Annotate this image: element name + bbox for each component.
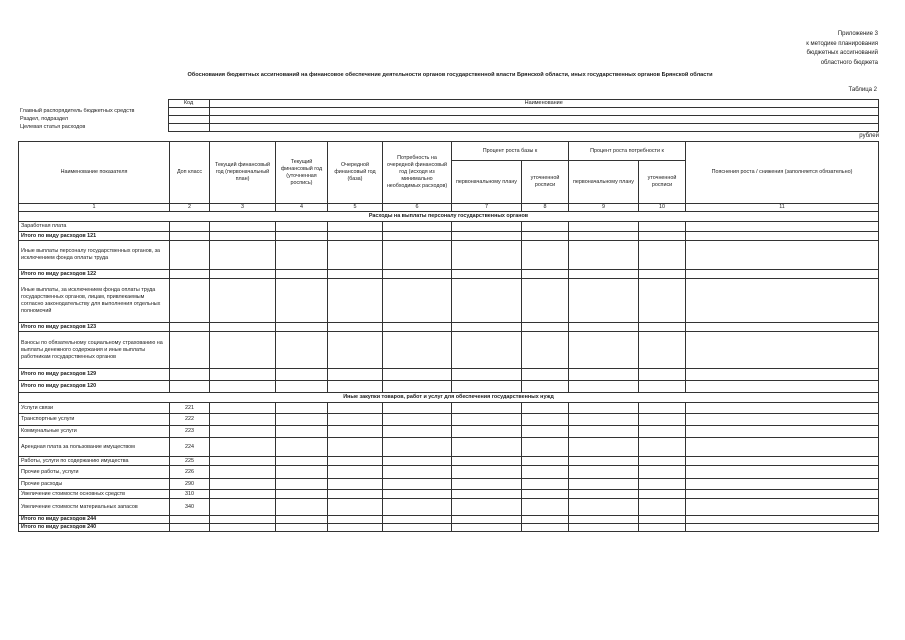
value-cell[interactable] bbox=[276, 369, 328, 381]
name-cell[interactable] bbox=[209, 108, 879, 116]
value-cell[interactable] bbox=[522, 524, 569, 532]
row-label: Заработная плата bbox=[19, 222, 170, 232]
total-row bbox=[19, 369, 879, 381]
value-cell[interactable] bbox=[383, 279, 452, 323]
value-cell[interactable] bbox=[452, 524, 522, 532]
value-cell[interactable] bbox=[452, 381, 522, 393]
budget-table bbox=[18, 141, 879, 532]
value-cell[interactable] bbox=[383, 323, 452, 332]
value-cell[interactable] bbox=[210, 241, 276, 270]
value-cell[interactable] bbox=[276, 332, 328, 369]
value-cell[interactable] bbox=[569, 279, 639, 323]
value-cell[interactable] bbox=[452, 426, 522, 438]
value-cell[interactable] bbox=[522, 232, 569, 241]
value-cell[interactable] bbox=[522, 479, 569, 490]
value-cell[interactable] bbox=[210, 279, 276, 323]
total-row bbox=[19, 381, 879, 393]
col-header-next-year: Очередной финансовый год (база) bbox=[328, 142, 383, 204]
value-cell[interactable] bbox=[639, 490, 686, 499]
table-row bbox=[19, 279, 879, 323]
column-number: 2 bbox=[170, 204, 210, 212]
class-code-cell: 222 bbox=[170, 414, 210, 426]
value-cell[interactable] bbox=[639, 426, 686, 438]
value-cell[interactable] bbox=[569, 332, 639, 369]
class-code-cell bbox=[170, 516, 210, 524]
appendix-line: бюджетных ассигнований bbox=[806, 50, 878, 56]
value-cell[interactable] bbox=[686, 516, 879, 524]
table-number: Таблица 2 bbox=[848, 87, 877, 93]
value-cell[interactable] bbox=[328, 222, 383, 232]
value-cell[interactable] bbox=[328, 369, 383, 381]
row-label: Арендная плата за пользование имуществом bbox=[19, 438, 170, 457]
value-cell[interactable] bbox=[276, 323, 328, 332]
table-row bbox=[19, 414, 879, 426]
value-cell[interactable] bbox=[522, 332, 569, 369]
column-number: 8 bbox=[522, 204, 569, 212]
value-cell[interactable] bbox=[383, 270, 452, 279]
value-cell[interactable] bbox=[328, 279, 383, 323]
table-row bbox=[19, 499, 879, 516]
value-cell[interactable] bbox=[639, 270, 686, 279]
value-cell[interactable] bbox=[383, 369, 452, 381]
column-number: 9 bbox=[569, 204, 639, 212]
code-cell[interactable] bbox=[168, 108, 209, 116]
value-cell[interactable] bbox=[686, 499, 879, 516]
class-code-cell: 340 bbox=[170, 499, 210, 516]
column-numbers-row bbox=[19, 204, 879, 212]
value-cell[interactable] bbox=[328, 403, 383, 414]
total-row bbox=[19, 524, 879, 532]
col-header-current-initial: Текущий финансовый год (первоначальный план) bbox=[210, 142, 276, 204]
value-cell[interactable] bbox=[328, 414, 383, 426]
total-row bbox=[19, 323, 879, 332]
value-cell[interactable] bbox=[276, 516, 328, 524]
value-cell[interactable] bbox=[569, 438, 639, 457]
total-row bbox=[19, 270, 879, 279]
value-cell[interactable] bbox=[686, 232, 879, 241]
value-cell[interactable] bbox=[639, 438, 686, 457]
appendix-line: областного бюджета bbox=[820, 59, 878, 66]
value-cell[interactable] bbox=[210, 403, 276, 414]
value-cell[interactable] bbox=[383, 438, 452, 457]
value-cell[interactable] bbox=[452, 466, 522, 479]
value-cell[interactable] bbox=[522, 323, 569, 332]
appendix-line: к методике планирования bbox=[806, 40, 878, 47]
value-cell[interactable] bbox=[210, 466, 276, 479]
row-label: Итого по виду расходов 120 bbox=[19, 381, 170, 393]
appendix-block bbox=[806, 30, 878, 68]
row-label: Увеличение стоимости основных средств bbox=[19, 490, 170, 499]
value-cell[interactable] bbox=[452, 414, 522, 426]
value-cell[interactable] bbox=[639, 222, 686, 232]
value-cell[interactable] bbox=[522, 516, 569, 524]
value-cell[interactable] bbox=[276, 438, 328, 457]
value-cell[interactable] bbox=[452, 457, 522, 466]
class-code-cell: 221 bbox=[170, 403, 210, 414]
row-label-section: Раздел, подраздел bbox=[20, 116, 69, 122]
value-cell[interactable] bbox=[452, 403, 522, 414]
value-cell[interactable] bbox=[210, 499, 276, 516]
document-title: Обоснования бюджетных ассигнований на финансовое обеспечение деятельности органов государственной власти Брянской области, иных государственных органов Брянской области bbox=[187, 72, 713, 78]
col-header-current-revised: Текущий финансовый год (уточненная роспись) bbox=[276, 142, 328, 204]
value-cell[interactable] bbox=[639, 381, 686, 393]
value-cell[interactable] bbox=[276, 279, 328, 323]
value-cell[interactable] bbox=[328, 323, 383, 332]
value-cell[interactable] bbox=[522, 414, 569, 426]
value-cell[interactable] bbox=[569, 232, 639, 241]
class-code-cell: 310 bbox=[170, 490, 210, 499]
value-cell[interactable] bbox=[686, 524, 879, 532]
row-label: Итого по виду расходов 129 bbox=[19, 369, 170, 381]
name-header: Наименование bbox=[209, 100, 879, 108]
value-cell[interactable] bbox=[328, 232, 383, 241]
value-cell[interactable] bbox=[328, 438, 383, 457]
value-cell[interactable] bbox=[522, 438, 569, 457]
row-label: Итого по виду расходов 122 bbox=[19, 270, 170, 279]
name-cell[interactable] bbox=[209, 116, 879, 124]
value-cell[interactable] bbox=[452, 438, 522, 457]
value-cell[interactable] bbox=[452, 369, 522, 381]
value-cell[interactable] bbox=[639, 323, 686, 332]
value-cell[interactable] bbox=[569, 369, 639, 381]
section-header-row bbox=[19, 212, 879, 222]
col-header-to-revised: уточненной росписи bbox=[639, 161, 686, 204]
table-row bbox=[19, 457, 879, 466]
value-cell[interactable] bbox=[569, 466, 639, 479]
value-cell[interactable] bbox=[639, 516, 686, 524]
table-row bbox=[19, 426, 879, 438]
value-cell[interactable] bbox=[569, 270, 639, 279]
col-header-class: Доп класс bbox=[170, 142, 210, 204]
value-cell[interactable] bbox=[569, 403, 639, 414]
value-cell[interactable] bbox=[383, 403, 452, 414]
name-cell[interactable] bbox=[209, 124, 879, 132]
value-cell[interactable] bbox=[276, 426, 328, 438]
class-code-cell bbox=[170, 232, 210, 241]
table-row bbox=[19, 403, 879, 414]
value-cell[interactable] bbox=[210, 222, 276, 232]
table-row bbox=[19, 332, 879, 369]
value-cell[interactable] bbox=[639, 414, 686, 426]
class-code-cell bbox=[170, 270, 210, 279]
value-cell[interactable] bbox=[328, 466, 383, 479]
section-header-row bbox=[19, 393, 879, 403]
value-cell[interactable] bbox=[569, 457, 639, 466]
value-cell[interactable] bbox=[328, 241, 383, 270]
table-row bbox=[19, 490, 879, 499]
row-label: Иные выплаты, за исключением фонда оплаты труда государственных органов, лицам, привлекаемым согласно законодательству для выполнения отдельных полномочий bbox=[19, 279, 170, 323]
value-cell[interactable] bbox=[569, 479, 639, 490]
value-cell[interactable] bbox=[639, 332, 686, 369]
value-cell[interactable] bbox=[569, 414, 639, 426]
value-cell[interactable] bbox=[569, 499, 639, 516]
value-cell[interactable] bbox=[276, 490, 328, 499]
value-cell[interactable] bbox=[522, 270, 569, 279]
col-header-to-revised: уточненной росписи bbox=[522, 161, 569, 204]
value-cell[interactable] bbox=[686, 279, 879, 323]
row-label: Итого по виду расходов 244 bbox=[19, 516, 170, 524]
total-row bbox=[19, 516, 879, 524]
value-cell[interactable] bbox=[686, 438, 879, 457]
value-cell[interactable] bbox=[276, 381, 328, 393]
class-code-cell bbox=[170, 241, 210, 270]
value-cell[interactable] bbox=[328, 270, 383, 279]
value-cell[interactable] bbox=[522, 241, 569, 270]
value-cell[interactable] bbox=[210, 270, 276, 279]
row-label: Услуги связи bbox=[19, 403, 170, 414]
row-label: Увеличение стоимости материальных запасов bbox=[19, 499, 170, 516]
value-cell[interactable] bbox=[452, 241, 522, 270]
row-label: Итого по виду расходов 121 bbox=[19, 232, 170, 241]
column-number: 7 bbox=[452, 204, 522, 212]
value-cell[interactable] bbox=[452, 279, 522, 323]
class-code-cell: 224 bbox=[170, 438, 210, 457]
row-label: Работы, услуги по содержанию имущества bbox=[19, 457, 170, 466]
value-cell[interactable] bbox=[686, 466, 879, 479]
value-cell[interactable] bbox=[522, 499, 569, 516]
value-cell[interactable] bbox=[276, 241, 328, 270]
value-cell[interactable] bbox=[639, 403, 686, 414]
appendix-line: Приложение 3 bbox=[837, 31, 878, 37]
value-cell[interactable] bbox=[522, 426, 569, 438]
value-cell[interactable] bbox=[522, 369, 569, 381]
value-cell[interactable] bbox=[452, 479, 522, 490]
value-cell[interactable] bbox=[522, 466, 569, 479]
value-cell[interactable] bbox=[452, 222, 522, 232]
value-cell[interactable] bbox=[569, 426, 639, 438]
value-cell[interactable] bbox=[452, 332, 522, 369]
value-cell[interactable] bbox=[276, 466, 328, 479]
value-cell[interactable] bbox=[522, 279, 569, 323]
value-cell[interactable] bbox=[639, 479, 686, 490]
value-cell[interactable] bbox=[383, 524, 452, 532]
table-row bbox=[19, 466, 879, 479]
column-number: 11 bbox=[686, 204, 879, 212]
value-cell[interactable] bbox=[452, 270, 522, 279]
row-label: Коммунальные услуги bbox=[19, 426, 170, 438]
value-cell[interactable] bbox=[383, 426, 452, 438]
value-cell[interactable] bbox=[328, 516, 383, 524]
row-label: Итого по виду расходов 123 bbox=[19, 323, 170, 332]
column-number: 4 bbox=[276, 204, 328, 212]
class-code-cell bbox=[170, 524, 210, 532]
value-cell[interactable] bbox=[276, 270, 328, 279]
value-cell[interactable] bbox=[383, 414, 452, 426]
value-cell[interactable] bbox=[686, 479, 879, 490]
row-label: Прочие работы, услуги bbox=[19, 466, 170, 479]
class-code-cell: 223 bbox=[170, 426, 210, 438]
code-cell[interactable] bbox=[168, 116, 209, 124]
value-cell[interactable] bbox=[328, 381, 383, 393]
row-label: Итого по виду расходов 240 bbox=[19, 524, 170, 532]
value-cell[interactable] bbox=[276, 524, 328, 532]
value-cell[interactable] bbox=[452, 516, 522, 524]
value-cell[interactable] bbox=[276, 457, 328, 466]
value-cell[interactable] bbox=[383, 466, 452, 479]
value-cell[interactable] bbox=[452, 232, 522, 241]
value-cell[interactable] bbox=[276, 403, 328, 414]
col-header-need: Потребность на очередной финансовый год (исходя из минимально необходимых расходов) bbox=[383, 142, 452, 204]
value-cell[interactable] bbox=[686, 241, 879, 270]
value-cell[interactable] bbox=[328, 499, 383, 516]
column-number: 10 bbox=[639, 204, 686, 212]
value-cell[interactable] bbox=[210, 490, 276, 499]
value-cell[interactable] bbox=[328, 426, 383, 438]
section-title: Расходы на выплаты персоналу государственных органов bbox=[19, 212, 879, 222]
value-cell[interactable] bbox=[383, 499, 452, 516]
table-row bbox=[19, 241, 879, 270]
table-body bbox=[19, 212, 879, 532]
currency-unit: рублей bbox=[859, 133, 879, 139]
value-cell[interactable] bbox=[639, 232, 686, 241]
column-number: 1 bbox=[19, 204, 170, 212]
class-code-cell bbox=[170, 279, 210, 323]
row-label-target: Целевая статья расходов bbox=[20, 124, 86, 130]
value-cell[interactable] bbox=[452, 323, 522, 332]
value-cell[interactable] bbox=[328, 457, 383, 466]
value-cell[interactable] bbox=[522, 222, 569, 232]
value-cell[interactable] bbox=[452, 499, 522, 516]
value-cell[interactable] bbox=[686, 381, 879, 393]
value-cell[interactable] bbox=[383, 381, 452, 393]
value-cell[interactable] bbox=[569, 524, 639, 532]
value-cell[interactable] bbox=[569, 323, 639, 332]
value-cell[interactable] bbox=[522, 490, 569, 499]
table-row bbox=[19, 438, 879, 457]
code-cell[interactable] bbox=[168, 124, 209, 132]
value-cell[interactable] bbox=[686, 426, 879, 438]
value-cell[interactable] bbox=[210, 332, 276, 369]
section-title: Иные закупки товаров, работ и услуг для обеспечения государственных нужд bbox=[19, 393, 879, 403]
value-cell[interactable] bbox=[383, 222, 452, 232]
value-cell[interactable] bbox=[686, 369, 879, 381]
value-cell[interactable] bbox=[639, 369, 686, 381]
value-cell[interactable] bbox=[383, 232, 452, 241]
value-cell[interactable] bbox=[686, 414, 879, 426]
class-code-cell: 290 bbox=[170, 479, 210, 490]
column-number: 5 bbox=[328, 204, 383, 212]
col-header-indicator: Наименование показателя bbox=[19, 142, 170, 204]
value-cell[interactable] bbox=[210, 381, 276, 393]
value-cell[interactable] bbox=[686, 457, 879, 466]
value-cell[interactable] bbox=[383, 332, 452, 369]
row-label: Взносы по обязательному социальному страхованию на выплаты денежного содержания и иные выплаты работникам государственных органов bbox=[19, 332, 170, 369]
class-code-cell: 226 bbox=[170, 466, 210, 479]
value-cell[interactable] bbox=[686, 332, 879, 369]
table-row bbox=[19, 479, 879, 490]
col-header-explanation: Пояснения роста / снижения (заполняется обязательно) bbox=[686, 142, 879, 204]
value-cell[interactable] bbox=[210, 479, 276, 490]
value-cell[interactable] bbox=[686, 222, 879, 232]
row-label: Прочие расходы bbox=[19, 479, 170, 490]
row-label: Транспортные услуги bbox=[19, 414, 170, 426]
class-code-cell bbox=[170, 369, 210, 381]
value-cell[interactable] bbox=[210, 232, 276, 241]
value-cell[interactable] bbox=[210, 414, 276, 426]
class-code-cell: 225 bbox=[170, 457, 210, 466]
value-cell[interactable] bbox=[639, 457, 686, 466]
row-label-manager: Главный распорядитель бюджетных средств bbox=[20, 108, 135, 114]
col-header-growth-base: Процент роста базы к bbox=[452, 142, 569, 161]
value-cell[interactable] bbox=[522, 381, 569, 393]
total-row bbox=[19, 232, 879, 241]
value-cell[interactable] bbox=[639, 524, 686, 532]
table-row bbox=[19, 222, 879, 232]
value-cell[interactable] bbox=[569, 516, 639, 524]
value-cell[interactable] bbox=[452, 490, 522, 499]
value-cell[interactable] bbox=[276, 232, 328, 241]
code-table bbox=[18, 99, 879, 132]
value-cell[interactable] bbox=[328, 332, 383, 369]
value-cell[interactable] bbox=[569, 381, 639, 393]
value-cell[interactable] bbox=[639, 241, 686, 270]
value-cell[interactable] bbox=[639, 279, 686, 323]
value-cell[interactable] bbox=[569, 241, 639, 270]
row-label: Иные выплаты персоналу государственных органов, за исключением фонда оплаты труда bbox=[19, 241, 170, 270]
value-cell[interactable] bbox=[383, 479, 452, 490]
value-cell[interactable] bbox=[210, 323, 276, 332]
value-cell[interactable] bbox=[210, 438, 276, 457]
value-cell[interactable] bbox=[383, 490, 452, 499]
value-cell[interactable] bbox=[210, 426, 276, 438]
class-code-cell bbox=[170, 323, 210, 332]
value-cell[interactable] bbox=[210, 524, 276, 532]
value-cell[interactable] bbox=[210, 457, 276, 466]
value-cell[interactable] bbox=[383, 516, 452, 524]
value-cell[interactable] bbox=[210, 369, 276, 381]
value-cell[interactable] bbox=[276, 499, 328, 516]
value-cell[interactable] bbox=[522, 403, 569, 414]
col-header-to-initial: первоначальному плану bbox=[452, 161, 522, 204]
value-cell[interactable] bbox=[569, 490, 639, 499]
value-cell[interactable] bbox=[276, 479, 328, 490]
value-cell[interactable] bbox=[210, 516, 276, 524]
col-header-growth-need: Процент роста потребности к bbox=[569, 142, 686, 161]
value-cell[interactable] bbox=[276, 222, 328, 232]
class-code-cell bbox=[170, 332, 210, 369]
value-cell[interactable] bbox=[686, 490, 879, 499]
value-cell[interactable] bbox=[639, 466, 686, 479]
value-cell[interactable] bbox=[328, 524, 383, 532]
value-cell[interactable] bbox=[383, 241, 452, 270]
column-number: 3 bbox=[210, 204, 276, 212]
code-header: Код bbox=[168, 100, 209, 108]
value-cell[interactable] bbox=[328, 479, 383, 490]
col-header-to-initial: первоначальному плану bbox=[569, 161, 639, 204]
value-cell[interactable] bbox=[383, 457, 452, 466]
value-cell[interactable] bbox=[639, 499, 686, 516]
value-cell[interactable] bbox=[276, 414, 328, 426]
class-code-cell bbox=[170, 222, 210, 232]
value-cell[interactable] bbox=[686, 403, 879, 414]
value-cell[interactable] bbox=[522, 457, 569, 466]
class-code-cell bbox=[170, 381, 210, 393]
value-cell[interactable] bbox=[686, 270, 879, 279]
value-cell[interactable] bbox=[686, 323, 879, 332]
column-number: 6 bbox=[383, 204, 452, 212]
value-cell[interactable] bbox=[328, 490, 383, 499]
value-cell[interactable] bbox=[569, 222, 639, 232]
